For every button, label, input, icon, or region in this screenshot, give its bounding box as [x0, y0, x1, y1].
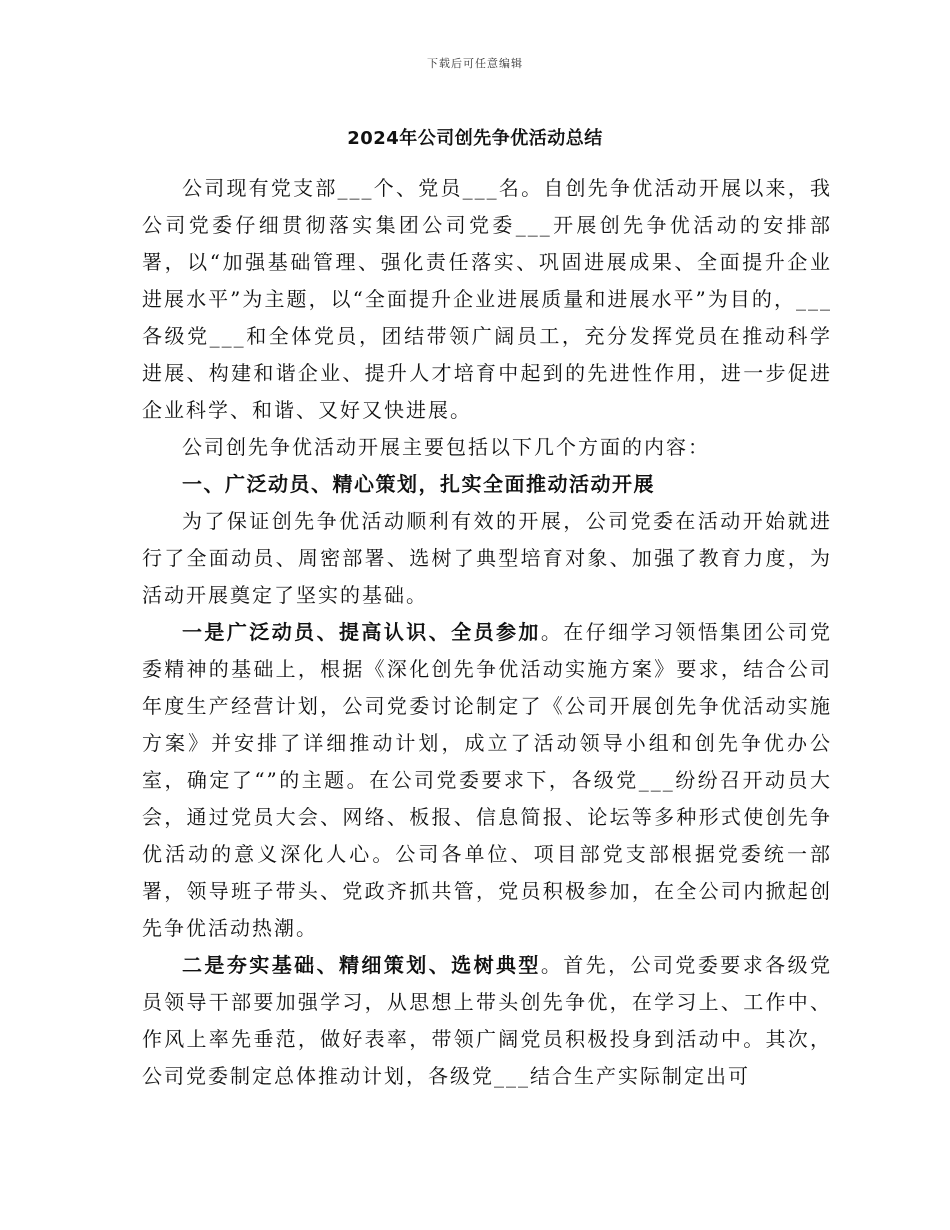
section-heading-1: 一、广泛动员、精心策划，扎实全面推动活动开展 — [182, 472, 655, 496]
point-1-text: 。在仔细学习领悟集团公司党委精神的基础上，根据《深化创先争优活动实施方案》要求，结合公司年度生产经营计划，公司党委讨论制定了《公司开展创先争优活动实施方案》并安排了详细推动计划，成立了活动领导小组和创先争优办公室，确定了“”的主题。在公司党委要求下，各级党___纷纷召开动员大会，通过党员大会、网络、板报、信息简报、论坛等多种形式使创先争优活动的意义深化人心。公司各单位、项目部党支部根据党委统一部署，领导班子带头、党政齐抓共管，党员积极参加，在全公司内掀起创先争优活动热潮。 — [142, 620, 833, 940]
paragraph-intro: 公司现有党支部___个、党员___名。自创先争优活动开展以来，我公司党委仔细贯彻落实集团公司党委___开展创先争优活动的安排部署，以“加强基础管理、强化责任落实、巩固进展成果、全面提升企业进展水平”为主题，以“全面提升企业进展质量和进展水平”为目的，___各级党___和全体党员，团结带领广阔员工，充分发挥党员在推动科学进展、构建和谐企业、提升人才培育中起到的先进性作用，进一步促进企业科学、和谐、又好又快进展。 — [142, 176, 832, 422]
document-body — [142, 170, 832, 1095]
paragraph-overview: 公司创先争优活动开展主要包括以下几个方面的内容： — [182, 435, 710, 459]
point-2-text: 。首先，公司党委要求各级党员领导干部要加强学习，从思想上带头创先争优，在学习上、工作中、作风上率先垂范，做好表率，带领广阔党员积极投身到活动中。其次，公司党委制定总体推动计划，各级党___结合生产实际制定出可 — [142, 953, 833, 1088]
header-note: 下载后可任意编辑 — [427, 57, 523, 70]
paragraph-section-1-intro: 为了保证创先争优活动顺利有效的开展，公司党委在活动开始就进行了全面动员、周密部署、选树了典型培育对象、加强了教育力度，为活动开展奠定了坚实的基础。 — [142, 509, 832, 607]
point-1-lead: 一是广泛动员、提高认识、全员参加 — [182, 620, 541, 644]
document-title: 2024年公司创先争优活动总结 — [347, 128, 603, 149]
paragraph-point-2 — [142, 947, 832, 1095]
point-2-lead: 二是夯实基础、精细策划、选树典型 — [182, 953, 541, 977]
paragraph-point-1 — [142, 614, 832, 947]
